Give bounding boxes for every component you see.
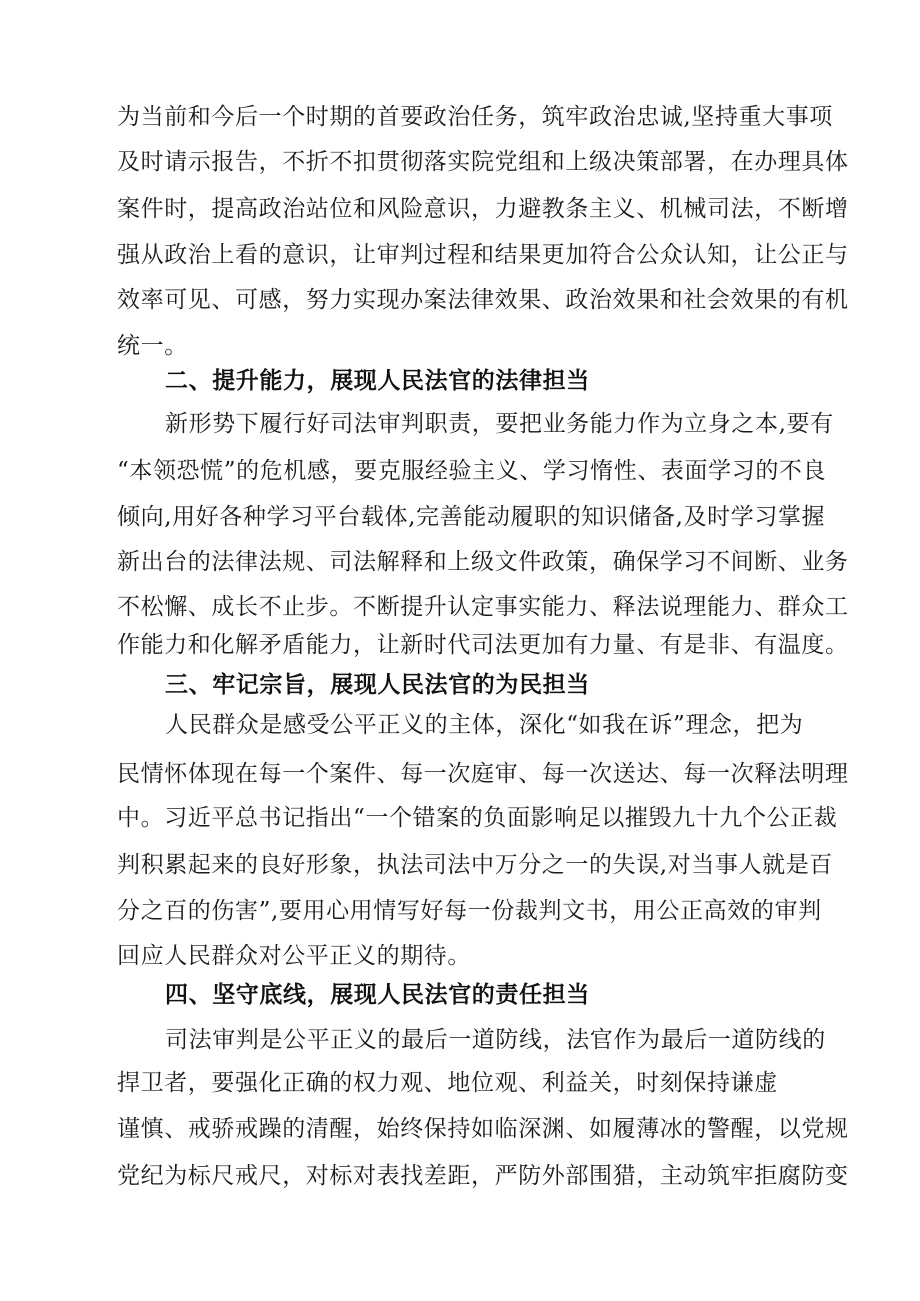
body-text-line: 统一。 [117,333,188,359]
body-text-line: 强从政治上看的意识，让审判过程和结果更加符合公众认知，让公正与 [117,242,849,268]
body-text-line: 分之百的伤害”,要用心用情写好每一份裁判文书，用公正高效的审判 [117,898,822,924]
body-text-line: 倾向,用好各种学习平台载体,完善能动履职的知识储备,及时学习掌握 [117,504,826,530]
body-text-line: 新形势下履行好司法审判职责，要把业务能力作为立身之本,要有 [165,411,834,437]
section-heading-2: 二、提升能力，展现人民法官的法律担当 [165,368,590,394]
body-text-line: 效率可见、可感，努力实现办案法律效果、政治效果和社会效果的有机 [117,287,849,313]
body-text-line: 为当前和今后一个时期的首要政治任务，筑牢政治忠诚,坚持重大事项 [117,104,833,130]
body-text-line: 不松懈、成长不止步。不断提升认定事实能力、释法说理能力、群众工 [117,594,849,620]
body-text-line: 党纪为标尺戒尺，对标对表找差距，严防外部围猎，主动筑牢拒腐防变 [117,1163,849,1189]
body-text-line: 谨慎、戒骄戒躁的清醒，始终保持如临深渊、如履薄冰的警醒，以党规 [117,1116,849,1142]
body-text-line: 回应人民群众对公平正义的期待。 [117,943,471,969]
body-text-line: 民情怀体现在每一个案件、每一次庭审、每一次送达、每一次释法明理 [117,761,849,787]
body-text-line: “本领恐慌”的危机感，要克服经验主义、学习惰性、表面学习的不良 [117,458,827,484]
body-text-line: 及时请示报告，不折不扣贯彻落实院党组和上级决策部署，在办理具体 [117,149,849,175]
body-text-line: 案件时，提高政治站位和风险意识，力避教条主义、机械司法，不断增 [117,196,849,222]
section-heading-4: 四、坚守底线，展现人民法官的责任担当 [165,982,590,1008]
body-text-line: 判积累起来的良好形象，执法司法中万分之一的失误,对当事人就是百 [117,852,833,878]
section-heading-3: 三、牢记宗旨，展现人民法官的为民担当 [165,672,590,698]
body-text-line: 作能力和化解矛盾能力，让新时代司法更加有力量、有是非、有温度。 [117,632,849,658]
body-text-line: 捍卫者，要强化正确的权力观、地位观、利益关，时刻保持谦虚 [117,1070,778,1096]
body-text-line: 司法审判是公平正义的最后一道防线，法官作为最后一道防线的 [165,1027,826,1053]
body-text-line: 新出台的法律法规、司法解释和上级文件政策，确保学习不间断、业务 [117,549,849,575]
body-text-line: 人民群众是感受公平正义的主体，深化“如我在诉”理念，把为 [165,712,804,738]
body-text-line: 中。习近平总书记指出“一个错案的负面影响足以摧毁九十九个公正裁 [117,805,838,831]
